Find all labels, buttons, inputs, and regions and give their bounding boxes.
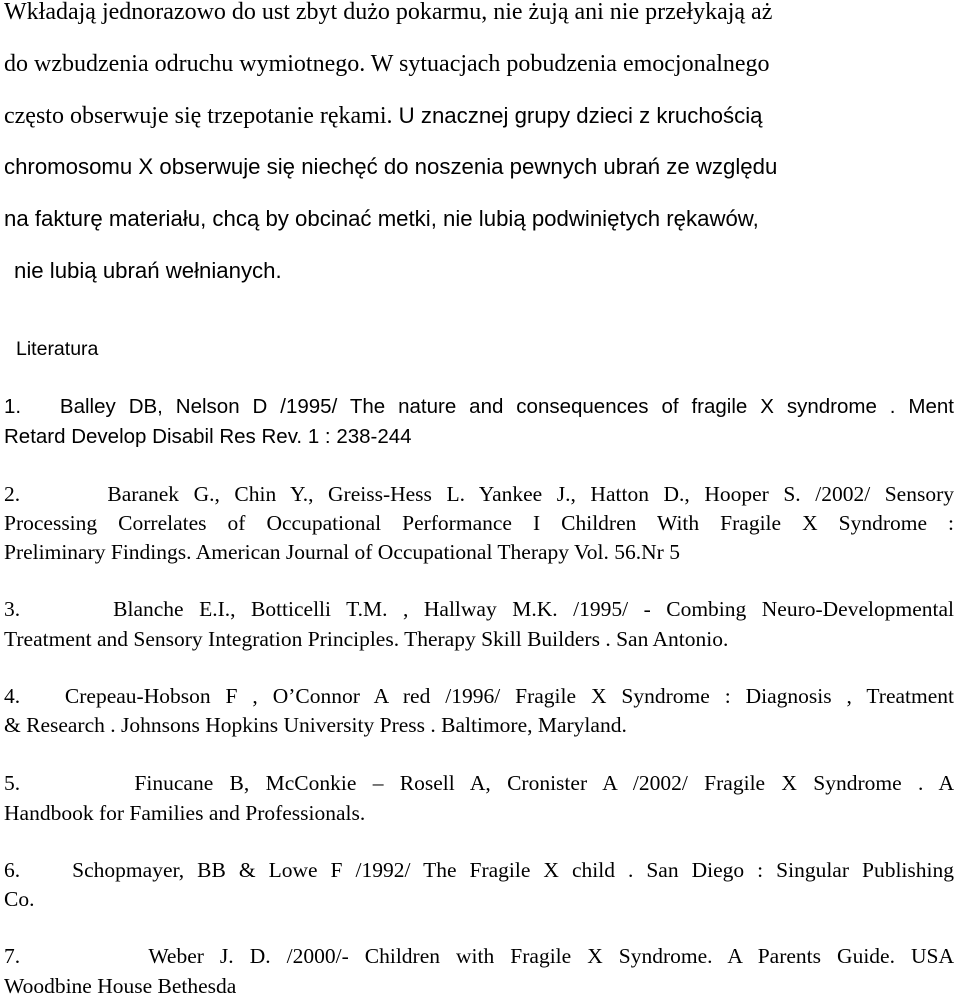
reference-text: Finucane B, McConkie – Rosell A, Cronister A /2002/ Fragile X Syndrome . A (134, 771, 955, 795)
paragraph-line: nie lubią ubrań wełnianych. (14, 258, 282, 283)
reference-number: 3. (4, 597, 21, 621)
reference-number: 4. (4, 684, 21, 708)
reference-line: Retard Develop Disabil Res Rev. 1 : 238-244 (4, 425, 412, 448)
reference-text: Balley DB, Nelson D /1995/ The nature and consequences of fragile X syndrome . Ment (59, 395, 955, 418)
reference-number: 5. (4, 771, 21, 795)
reference-number: 2. (4, 482, 21, 506)
reference-line: Treatment and Sensory Integration Principles. Therapy Skill Builders . San Antonio. (4, 627, 729, 651)
reference-text: Schopmayer, BB & Lowe F /1992/ The Fragile X child . San Diego : Singular Publishing (72, 858, 954, 882)
reference-text: Baranek G., Chin Y., Greiss-Hess L. Yankee J., Hatton D., Hooper S. /2002/ Sensory (107, 482, 954, 506)
reference-text: Blanche E.I., Botticelli T.M. , Hallway M.K. /1995/ - Combing Neuro-Developmental (113, 597, 954, 621)
reference-text: Crepeau-Hobson F , O’Connor A red /1996/ Fragile X Syndrome : Diagnosis , Treatment (64, 684, 955, 708)
reference-line: Co. (4, 887, 35, 911)
paragraph-line-segment: często obserwuje się trzepotanie rękami. (4, 103, 393, 129)
paragraph-line: Wkładają jednorazowo do ust zbyt dużo pokarmu, nie żują ani nie przełykają aż (4, 0, 773, 25)
reference-line (4, 858, 954, 883)
reference-line: Handbook for Families and Professionals. (4, 801, 366, 825)
reference-line: Preliminary Findings. American Journal of Occupational Therapy Vol. 56.Nr 5 (4, 540, 680, 564)
reference-line: Processing Correlates of Occupational Performance I Children With Fragile X Syndrome : (4, 511, 954, 535)
reference-text: Weber J. D. /2000/- Children with Fragile X Syndrome. A Parents Guide. USA (148, 944, 955, 968)
paragraph-line-segment: U znacznej grupy dzieci z kruchością (398, 103, 763, 128)
reference-number: 6. (4, 858, 21, 882)
reference-line (4, 395, 954, 419)
reference-line (4, 771, 954, 796)
paragraph-line: do wzbudzenia odruchu wymiotnego. W sytuacjach pobudzenia emocjonalnego (4, 51, 770, 77)
paragraph-line: chromosomu X obserwuje się niechęć do noszenia pewnych ubrań ze względu (4, 154, 778, 179)
reference-line: Woodbine House Bethesda (4, 974, 237, 998)
paragraph-line: na fakturę materiału, chcą by obcinać metki, nie lubią podwiniętych rękawów, (4, 206, 759, 231)
reference-line (4, 944, 954, 969)
reference-line (4, 597, 954, 622)
reference-line (4, 482, 954, 507)
reference-number: 7. (4, 944, 21, 968)
reference-line (4, 684, 954, 709)
reference-number: 1. (4, 395, 22, 418)
paragraph-line (4, 104, 762, 128)
reference-line: & Research . Johnsons Hopkins University Press . Baltimore, Maryland. (4, 713, 627, 737)
literature-heading: Literatura (16, 338, 99, 360)
